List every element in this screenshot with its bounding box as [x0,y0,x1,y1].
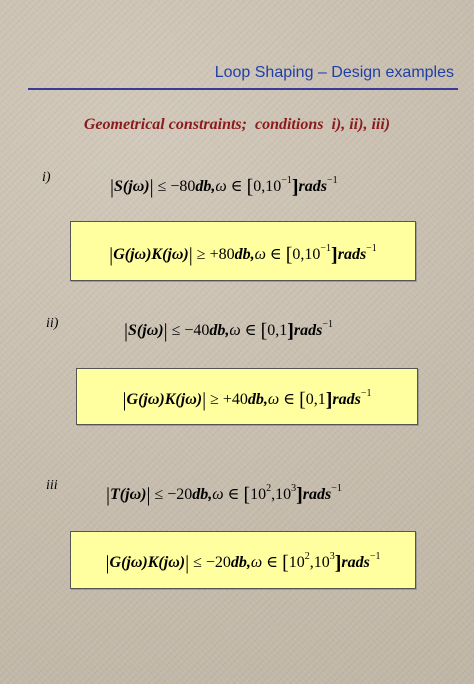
subtitle: Geometrical constraints; conditions i), ii), iii) [83,116,391,133]
eq-relation: ≤ [171,322,181,339]
eq-rads: rads [293,322,323,339]
eq-rads-exp: −1 [327,175,338,186]
design-equation-ii: |G(jω)K(jω)| ≥ +40db,ω ∈ [0,1]rads$^{-1}$ [122,388,372,411]
eq-comma: , [246,554,251,571]
eq-omega: ω [267,391,280,408]
title-rule [28,88,458,90]
eq-exp: −1 [320,243,332,254]
eq-lo-base: 10 [250,486,267,503]
eq-hi-exp: 3 [291,483,297,494]
eq-rads-exp: −1 [366,243,377,254]
eq-lhs: G(jω)K(jω) [113,246,189,263]
eq-fn: T [110,486,120,503]
eq-omega: ω [250,554,263,571]
slide-title: Loop Shaping – Design examples [214,64,454,81]
eq-fn: S [128,322,137,339]
eq-in: ∈ [244,322,257,339]
eq-lo-exp: 2 [266,483,272,494]
eq-arg: (jω) [122,178,150,195]
eq-rads: rads [337,246,367,263]
eq-hi-base: 10 [313,554,330,571]
constraint-equation-i: |S(jω)| ≤ −80db,ω ∈ $[0,10^{-1}]rads^{-1}$ [110,175,338,198]
eq-rads-exp: −1 [360,388,372,399]
eq-comma: , [211,178,216,195]
eq-rads-exp: −1 [369,551,381,562]
eq-interval: 0,1 [305,391,326,408]
eq-in: ∈ [269,246,282,263]
eq-interval: 0,1 [267,322,288,339]
eq-arg: (jω) [119,486,147,503]
constraint-equation-ii: |S(jω)| ≤ −40db,ω ∈ [0,1]rads$^{-1}$ [124,319,333,342]
eq-hi-exp: 3 [329,551,335,562]
eq-omega: ω [229,322,241,339]
eq-value: +40 [222,391,248,408]
eq-fn: S [114,178,123,195]
constraint-equation-iii: |T(jω)| ≤ −20db,ω ∈ $[10^2,10^3]rads^{-1}$ [106,483,342,506]
eq-relation: ≥ [210,391,219,408]
eq-relation: ≤ [154,486,164,503]
eq-relation: ≥ [196,246,206,263]
eq-in: ∈ [230,178,243,195]
eq-rads: rads [302,486,332,503]
eq-arg: (jω) [136,322,164,339]
eq-hi-base: 10 [275,486,292,503]
eq-value: −20 [205,554,231,571]
eq-rads-exp: −1 [331,483,342,494]
eq-comma: , [208,486,213,503]
eq-value: −40 [184,322,210,339]
eq-unit: db [234,246,251,263]
eq-unit: db [247,391,264,408]
eq-rads: rads [298,178,327,195]
eq-comma: , [225,322,230,339]
eq-unit: db [192,486,209,503]
eq-relation: ≤ [193,554,202,571]
eq-omega: ω [215,178,227,195]
eq-rads: rads [341,554,370,571]
condition-label-ii: ii) [46,316,59,331]
eq-lhs: G(jω)K(jω) [109,554,186,571]
design-box-i [70,221,416,281]
eq-omega: ω [254,246,266,263]
eq-in: ∈ [227,486,240,503]
condition-label-iii: iii [46,478,58,493]
design-box-iii [70,531,416,589]
condition-label-i: i) [42,170,51,185]
eq-rads: rads [332,391,361,408]
eq-value: −20 [167,486,193,503]
eq-relation: ≤ [157,178,167,195]
eq-omega: ω [212,486,224,503]
design-equation-i: |G(jω)K(jω)| ≥ +80db,ω ∈ $[0,10^{-1}]rads^{-1}$ [109,243,377,266]
eq-value: −80 [170,178,196,195]
eq-interval: 0,10 [253,178,282,195]
eq-interval: 0,10 [292,246,321,263]
eq-lo-base: 10 [288,554,305,571]
eq-comma: , [250,246,255,263]
eq-in: ∈ [283,391,296,408]
eq-unit: db [230,554,247,571]
eq-lhs: G(jω)K(jω) [126,391,203,408]
eq-value: +80 [209,246,235,263]
eq-unit: db [195,178,212,195]
eq-comma: , [309,554,314,571]
eq-exp: −1 [281,175,292,186]
eq-in: ∈ [266,554,279,571]
design-equation-iii: |G(jω)K(jω)| ≤ −20db,ω ∈ $[10^2,10^3]rads^{-1}$ [105,551,381,574]
design-box-ii [76,368,418,425]
eq-comma: , [271,486,276,503]
eq-unit: db [209,322,226,339]
eq-lo-exp: 2 [304,551,310,562]
eq-rads-exp: −1 [322,319,333,330]
eq-comma: , [263,391,268,408]
